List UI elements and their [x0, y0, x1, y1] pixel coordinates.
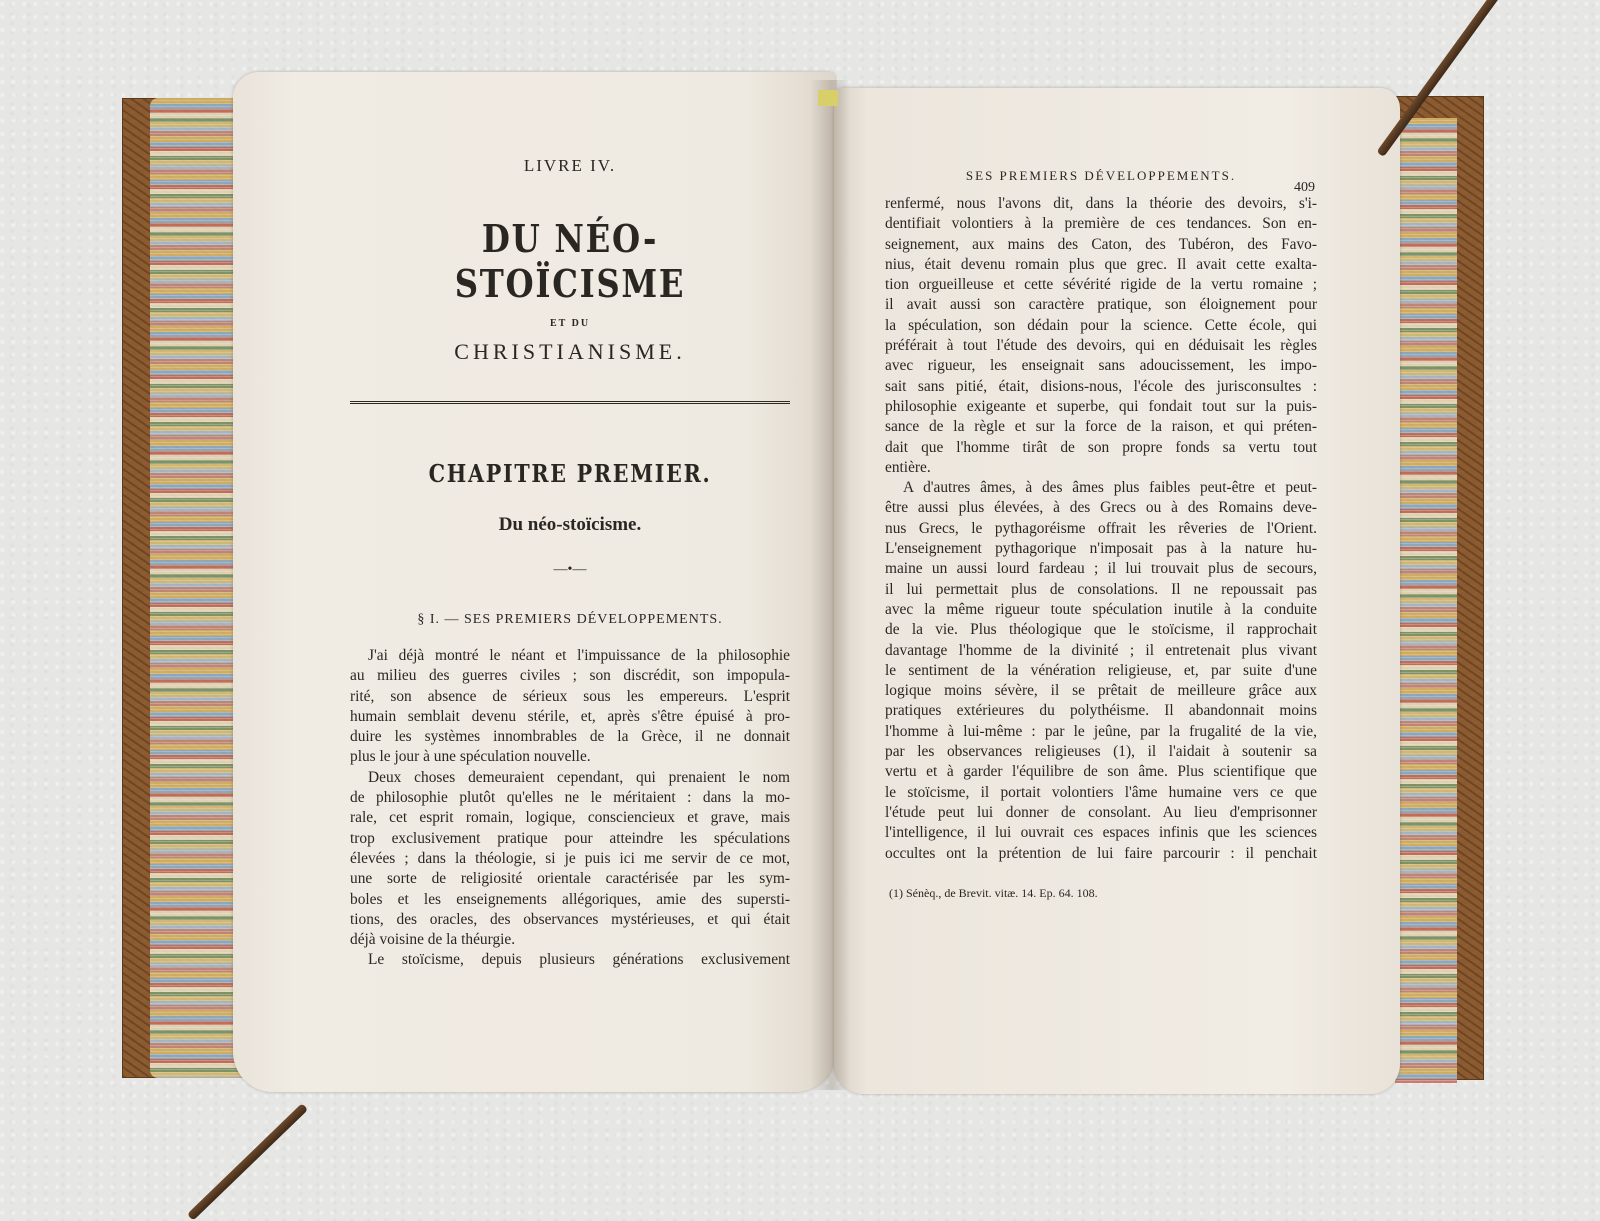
text-line: tions, des oracles, des observances mystérieuses, et qui était — [350, 910, 790, 928]
text-line: L'enseignement pythagorique n'imposait pas à la nature hu- — [885, 540, 1317, 558]
text-line: la spéculation, son dédain pour la science. Cette école, qui — [885, 316, 1317, 334]
text-line: sance de la règle et sur la force de la raison, et qui préten- — [885, 418, 1317, 436]
text-line: seignement, aux mains des Caton, des Tubéron, des Favo- — [885, 235, 1317, 253]
marbled-edge-right — [1395, 118, 1457, 1083]
text-line: préférait à tout l'étude des devoirs, qui en déduisait les règles — [885, 337, 1317, 355]
ornament: —•— — [553, 562, 587, 577]
text-line: J'ai déjà montré le néant et l'impuissance de la philosophie — [368, 647, 790, 664]
text-line: Le stoïcisme, depuis plusieurs générations exclusivement — [368, 951, 790, 969]
subtitle: CHRISTIANISME. — [454, 339, 686, 364]
chapter-subtitle: Du néo-stoïcisme. — [498, 514, 642, 535]
ribbon-bookmark — [818, 90, 838, 106]
section-heading: § I. — SES PREMIERS DÉVELOPPEMENTS. — [417, 612, 723, 627]
text-line: être aussi plus élevées, à des Grecs ou à des Romains deve- — [885, 499, 1317, 517]
text-line: avec rigueur, les enseignait sans adoucissement, les impo- — [885, 357, 1317, 375]
text-line: dentifiait volontiers à la première de ces tendances. Son en- — [885, 215, 1317, 233]
main-title: DU NÉO-STOÏCISME — [454, 216, 686, 306]
left-page-text — [350, 150, 790, 971]
text-line: une sorte de religiosité orientale caractérisée par les sym- — [350, 870, 790, 888]
text-line: maine un aussi lourd fardeau ; il lui trouvait plus de secours, — [885, 560, 1317, 578]
text-line: il lui permettait plus de consolations. Il ne repoussait pas — [885, 580, 1317, 598]
text-line: il avait aussi son caractère pratique, son éloignement pour — [885, 296, 1317, 314]
text-line: plus le jour à une spéculation nouvelle. — [350, 748, 591, 766]
text-line: de la vie. Plus théologique que le stoïcisme, il rapprochait — [885, 621, 1317, 639]
text-line: Deux choses demeuraient cependant, qui prenaient le nom — [368, 768, 790, 786]
text-line: déjà voisine de la théurgie. — [350, 931, 516, 949]
text-line: l'homme à lui-même : par le jeûne, par la frugalité de la vie, — [885, 722, 1317, 740]
text-line: l'intelligence, il lui ouvrait ces espaces infinis que les sciences — [885, 824, 1317, 842]
text-line: humain semblait devenu stérile, et, après s'être épuisé à pro- — [350, 707, 790, 725]
text-line: duire les systèmes innombrables de la Grèce, il ne donnait — [350, 728, 790, 746]
text-line: vertu et à garder l'équilibre de son âme. Plus scientifique que — [885, 763, 1317, 781]
running-head: SES PREMIERS DÉVELOPPEMENTS. — [965, 168, 1237, 183]
right-body-text — [885, 194, 1317, 864]
footnote: (1) Sénèq., de Brevit. vitæ. 14. Ep. 64. 108. — [889, 885, 1098, 900]
text-line: sait sans pitié, était, disions-nous, l'école des jurisconsultes : — [885, 377, 1317, 395]
left-body-text — [350, 646, 790, 971]
text-line: davantage l'homme de la divinité ; il entretenait plus vivant — [885, 641, 1317, 659]
text-line: boles et les enseignements allégoriques, amie des supersti- — [350, 890, 790, 908]
text-line: de philosophie plutôt qu'elles ne le méritaient : dans la mo- — [350, 789, 790, 807]
text-line: nius, était devenu romain plus que grec. Il avait cette exalta- — [885, 255, 1317, 273]
book-number: LIVRE IV. — [523, 156, 617, 175]
book-holder-rod-bottom — [187, 1103, 308, 1221]
text-line: par les observances religieuses (1), il l'aidait à soutenir sa — [885, 743, 1317, 761]
text-line: occultes ont la prétention de lui faire parcourir : il penchait — [885, 844, 1317, 862]
text-line: pratiques extérieures du polythéisme. Il abandonnait moins — [885, 702, 1317, 720]
text-line: au milieu des guerres civiles ; son discrédit, son impopula- — [350, 667, 790, 685]
double-rule — [350, 401, 790, 407]
text-line: le sentiment de la vénération religieuse, et, par suite d'une — [885, 661, 1317, 679]
page-number: 409 — [1294, 180, 1315, 195]
text-line: A d'autres âmes, à des âmes plus faibles peut-être et peut- — [903, 479, 1317, 497]
text-line: trop exclusivement pratique pour atteindre les spéculations — [350, 829, 790, 847]
text-line: avec la même rigueur toute spéculation inutile à la conduite — [885, 600, 1317, 618]
text-line: philosophie exigeante et superbe, qui fondait tout sur la puis- — [885, 397, 1317, 415]
text-line: renfermé, nous l'avons dit, dans la théorie des devoirs, s'i- — [885, 195, 1317, 212]
text-line: dait que l'homme tirât de son propre fonds sa vertu tout — [885, 438, 1317, 456]
right-page-text — [885, 168, 1317, 901]
title-conjunction: ET DU — [549, 318, 591, 329]
text-line: élevées ; dans la théologie, si je puis ici me servir de ce mot, — [350, 849, 790, 867]
text-line: entière. — [885, 458, 931, 476]
text-line: rité, son absence de sérieux sous les empereurs. L'esprit — [350, 687, 790, 705]
book-gutter — [810, 80, 850, 1090]
text-line: le stoïcisme, il portait volontiers l'âme humaine vers ce que — [885, 783, 1317, 801]
text-line: l'étude peut lui donner de consolant. Au lieu d'emprisonner — [885, 803, 1317, 821]
text-line: logique moins sévère, il se prêtait de meilleure grâce aux — [885, 682, 1317, 700]
chapter-heading: CHAPITRE PREMIER. — [428, 459, 712, 488]
text-line: tion orgueilleuse et cette sévérité rigide de la vertu romaine ; — [885, 276, 1317, 294]
text-line: nus Grecs, le pythagoréisme offrait les rêveries de l'Orient. — [885, 519, 1317, 537]
text-line: rale, cet esprit romain, logique, consciencieux et grave, mais — [350, 809, 790, 827]
